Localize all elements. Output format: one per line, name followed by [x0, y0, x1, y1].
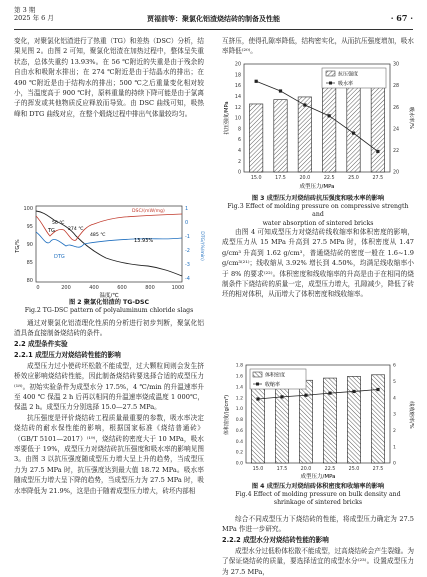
y-tick: 1.0: [235, 407, 243, 413]
x-tick: 27.5: [372, 176, 384, 181]
y-tick: 80: [26, 278, 33, 284]
x-axis-label: 成型压力/MPa: [300, 474, 336, 480]
y-axis-label: 抗压强度/MPa: [224, 101, 230, 135]
paragraph: 由图 4 可知成型压力对烧结砖线收缩率和体积密度的影响，成型压力从 15 MPa 升高到 27.5 MPa 时，体积密度从 1.47 g/cm³ 升高到 1.62 g/cm³，普通烧结砖的密度一般在 1.6~1.9 g/cm³⁽²¹⁾；线收缩从 3.92% 增长到 4.50%，均满足线收缩率小于 8% 的要求⁽²²⁾。体积密度和线收缩率的升高是由于在相同的烧制条件下烧结砖的质量一定，成型压力增大，孔隙减少，降低了砖坯的相对体积，从而增大了体积密度和线收缩率。: [222, 228, 414, 299]
y2-tick: 0: [185, 220, 189, 226]
x-tick: 15.0: [252, 467, 264, 472]
x-axis-ticks: [36, 285, 184, 291]
bar: [347, 84, 360, 172]
paragraph: 抗压强度是评价烧结砖工程质量最重要的参数，吸水率决定烧结砖的耐水保性能的影响，根据国家标准《烧结普通砖》（GB/T 5101—2017）⁽¹⁹⁾，烧结砖的密度大于 10 MPa，吸水率要低于 19%，成型压力对烧结砖抗压强度和吸水率的影响见图 3。由图 3 以抗压强度随成型压力增大呈上升的趋势，当成型压力为 27.5 MPa 时，抗压强度达到最大值 18.72 MPa。吸水率随成型压力增大呈下降的趋势，当成型压力为 27.5 MPa 时，吸水率降低为 21.9%，这是由于随着成型压力增大，砖坯内部相: [14, 413, 204, 495]
y2-tick: 0: [393, 461, 396, 467]
y-tick: 12: [234, 105, 241, 111]
y2-axis-ticks: [393, 62, 399, 176]
figure-2-tg-dsc: [14, 202, 206, 298]
bar: [275, 382, 288, 463]
y2-axis-label: 吸水率/%: [408, 106, 414, 130]
y2-axis-label: 线收缩率/%: [408, 401, 414, 429]
y2-tick: 6: [393, 363, 396, 369]
peak-label-485: 485 ℃: [90, 233, 106, 238]
x-tick: 600: [117, 285, 127, 291]
y2-tick: -1: [185, 234, 190, 240]
y-tick: 95: [26, 224, 33, 230]
left-column-top: [14, 36, 204, 119]
caption-cn: 图 3 成型压力对烧结砖抗压强度和吸水率的影响: [251, 195, 385, 202]
y2-axis-label: DTG/(%/min): [199, 231, 204, 261]
x-tick: 20.0: [299, 176, 311, 181]
y-tick: 1.8: [235, 363, 243, 369]
legend-label: 收缩率: [265, 382, 281, 388]
x-axis-ticks: [251, 175, 383, 181]
y2-tick: 2: [393, 428, 396, 434]
peak-label-274: 274 ℃: [68, 227, 84, 232]
y-tick: 0: [237, 170, 241, 176]
figure-2-caption: [14, 299, 204, 315]
caption-en: shrinkage of sintered bricks: [273, 499, 363, 507]
caption-cn: 图 2 聚氯化铝渣的 TG-DSC: [68, 299, 150, 306]
x-tick: 25.0: [348, 176, 359, 181]
y2-tick: 28: [393, 84, 400, 90]
data-point: [279, 89, 282, 92]
y-tick: 6: [237, 138, 241, 144]
x-tick: 27.5: [372, 467, 384, 472]
y2-tick: -4: [185, 276, 190, 282]
data-point: [376, 150, 379, 153]
dtg-label: DTG: [54, 254, 65, 260]
left-column-bottom: [14, 318, 204, 496]
caption-en: Fig.3 Effect of molding pressure on compressive strength and: [227, 203, 409, 219]
y-tick: 18: [234, 73, 241, 79]
x-tick: 17.5: [275, 176, 286, 181]
paragraph: 综合不同成型压力下烧结砖的性能，将成型压力确定为 27.5 MPa 作进一步研究。: [222, 515, 414, 534]
section-heading-2-2-2: 2.2.2 成型水分对烧结砖性能的影响: [222, 535, 329, 544]
data-point: [328, 391, 331, 394]
dsc-label: DSC/(mW/mg): [132, 209, 165, 214]
data-point: [328, 114, 331, 117]
x-tick: 25.0: [348, 467, 360, 472]
y-tick: 20: [234, 62, 241, 68]
y2-tick: 26: [393, 105, 400, 111]
y-axis-ticks: [236, 363, 243, 467]
right-column-bottom: [222, 514, 414, 577]
x-axis-label: 温度/℃: [99, 293, 119, 298]
legend-swatch-bar: [326, 71, 335, 76]
dsc-curve: [36, 214, 182, 240]
section-heading-2-2-1: 2.2.1 成型压力对烧结砖性能的影响: [14, 350, 121, 359]
mass-loss-label: 13.93%: [134, 238, 154, 244]
paragraph: 成型压力过小使砖坯松散不能成型，过大颗粒间则会发生挤桥效应影响烧结砖性能，因此制备烧结砖要选择合适的成型压力⁽¹⁸⁾。初始实验条件为成型水分 17.5%，4 ℃/min 的升温速率升至 400 ℃ 保温 2 h 后再以相同的升温速率烧成温度 1 000℃，保温 2 h。成型压力分别选择 15.0—27.5 MPa。: [14, 361, 204, 412]
bar: [251, 383, 264, 463]
issue-date: 2025 年 6 月: [14, 14, 54, 22]
y-tick: 0.8: [235, 418, 243, 424]
running-title: 贾福前等：聚氯化铝渣烧结砖的制备及性能: [147, 14, 280, 23]
x-tick: 20.0: [300, 467, 312, 472]
line-series-shrinkage: [256, 388, 379, 401]
y-axis-ticks: [23, 206, 33, 284]
issue-number: 第 3 期: [14, 6, 36, 14]
x-tick: 400: [89, 285, 99, 291]
y2-tick: 1: [185, 206, 189, 212]
bar: [347, 376, 360, 463]
paragraph: 互挤压，使得孔隙率降低，结构密实化，从而抗压强度增加，吸水率降低⁽²⁰⁾。: [222, 37, 414, 56]
y2-tick: -3: [185, 262, 190, 268]
caption-en: water absorption of sintered bricks: [262, 219, 374, 227]
y2-tick: 20: [393, 170, 400, 176]
dtg-curve: [36, 232, 182, 247]
figure-4-chart: [222, 361, 416, 481]
y-axis-label: 体积密度/(g/cm³): [224, 394, 230, 436]
x-tick: 200: [61, 285, 71, 291]
figure-3-caption: [222, 195, 414, 228]
y2-tick: 1: [393, 445, 396, 451]
peak-label-56: 56 ℃: [52, 221, 65, 226]
y-tick: 10: [234, 116, 241, 122]
page-header: [14, 6, 413, 28]
y-tick: 16: [234, 84, 241, 90]
y2-tick: 24: [393, 127, 400, 133]
bar: [298, 97, 311, 172]
y2-tick: -2: [185, 248, 190, 254]
data-point: [352, 132, 355, 135]
data-point: [255, 80, 258, 83]
legend-swatch-marker: [329, 82, 332, 85]
y2-axis-ticks: [393, 363, 396, 467]
x-tick: 1000: [171, 285, 185, 291]
right-column-top: [222, 36, 414, 57]
y-tick: 100: [23, 206, 33, 212]
x-tick: 0: [36, 285, 40, 291]
bar: [274, 100, 287, 172]
y2-tick: 3: [393, 412, 396, 418]
data-point: [376, 388, 379, 391]
bar: [299, 380, 312, 463]
line-series-water-absorption: [255, 80, 380, 153]
y-tick: 0.6: [235, 428, 243, 434]
y2-tick: 22: [393, 149, 400, 154]
data-point: [280, 395, 283, 398]
y2-tick: 30: [393, 62, 400, 68]
legend-swatch-bar: [253, 372, 262, 377]
y-tick: 4: [237, 149, 241, 154]
tg-label: TG: [48, 228, 55, 234]
caption-en: Fig.2 TG-DSC pattern of polyaluminum chloride slags: [24, 307, 194, 315]
y-tick: 1.2: [235, 396, 243, 402]
plot-frame: [36, 206, 182, 282]
y-axis-ticks: [235, 62, 241, 176]
section-heading-2-2: 2.2 成型条件实验: [14, 339, 68, 348]
paragraph: 通过对聚氯化铝渣理化性质的分析进行初步判断，聚氯化铝渣具备直接制备烧结砖的条件。: [14, 319, 204, 338]
y2-axis-ticks: [185, 206, 190, 282]
figure-4-caption: [222, 483, 414, 508]
x-tick: 800: [145, 285, 155, 291]
header-rule: [14, 29, 413, 30]
data-point: [352, 390, 355, 393]
figure-3-chart: [222, 58, 416, 192]
x-tick: 22.5: [324, 467, 336, 472]
legend-label: 体积密度: [265, 372, 286, 379]
x-tick: 17.5: [276, 467, 288, 472]
y-tick: 85: [26, 260, 33, 266]
legend-label: 抗压强度: [338, 71, 359, 78]
paragraph: 成型水分过低粉体松散不能成型，过高烧结砖会产生裂缝。为了保证烧结砖的质量，要选择适宜的成型水分⁽²³⁾。设置成型压力为 27.5 MPa，: [222, 546, 414, 576]
bar: [322, 88, 335, 172]
y-tick: 0.2: [235, 450, 243, 456]
x-tick: 22.5: [323, 176, 335, 181]
x-tick: 15.0: [250, 176, 262, 181]
y2-tick: 5: [393, 379, 396, 385]
legend-swatch-marker: [256, 383, 259, 386]
bar: [323, 378, 336, 463]
page-number: · 67 ·: [390, 13, 413, 23]
y-tick: 1.4: [235, 385, 243, 391]
data-point: [256, 397, 259, 400]
y-tick: 2: [237, 159, 241, 165]
data-point: [303, 103, 306, 106]
x-axis-ticks: [253, 466, 384, 472]
caption-en: Fig.4 Effect of molding pressure on bulk density and: [235, 491, 401, 499]
y-tick: 90: [26, 242, 33, 248]
paragraph: 变化，对聚氯化铝渣进行了热重（TG）和差热（DSC）分析，结果见图 2。由图 2 可知，聚氯化铝渣在加热过程中，整体呈失重状态，总体失重约 13.93%。在 56 ℃附近的失重是由于残余的自由水和吸附水排出；在 274 ℃附近是由于结晶水的排出；在 490 ℃附近是由于结构水的排出；500 ℃之后重量变化相对较小，当温度高于 900 ℃时，原料重量的持续下降可能是由于氯离子的挥发或其他物质反应释放而导致。由 DSC 曲线可知，吸热峰和 DTG 曲线对应，在整个煅烧过程中排出气体量较均匀。: [14, 37, 204, 118]
y2-tick: 4: [393, 396, 396, 402]
y-tick: 1.6: [235, 374, 243, 380]
data-point: [304, 394, 307, 397]
y-axis-label: TG/%: [15, 239, 21, 253]
y-tick: 14: [234, 95, 241, 100]
y-tick: 0.4: [235, 439, 243, 445]
caption-cn: 图 4 成型压力对烧结砖体积密度和收缩率的影响: [251, 483, 385, 490]
legend-label: 吸水率: [338, 81, 354, 87]
x-axis-label: 成型压力/MPa: [299, 184, 335, 190]
right-column-mid: [222, 227, 414, 300]
y-tick: 8: [237, 127, 241, 133]
bar: [249, 104, 262, 172]
y-tick: 0.0: [235, 461, 243, 467]
